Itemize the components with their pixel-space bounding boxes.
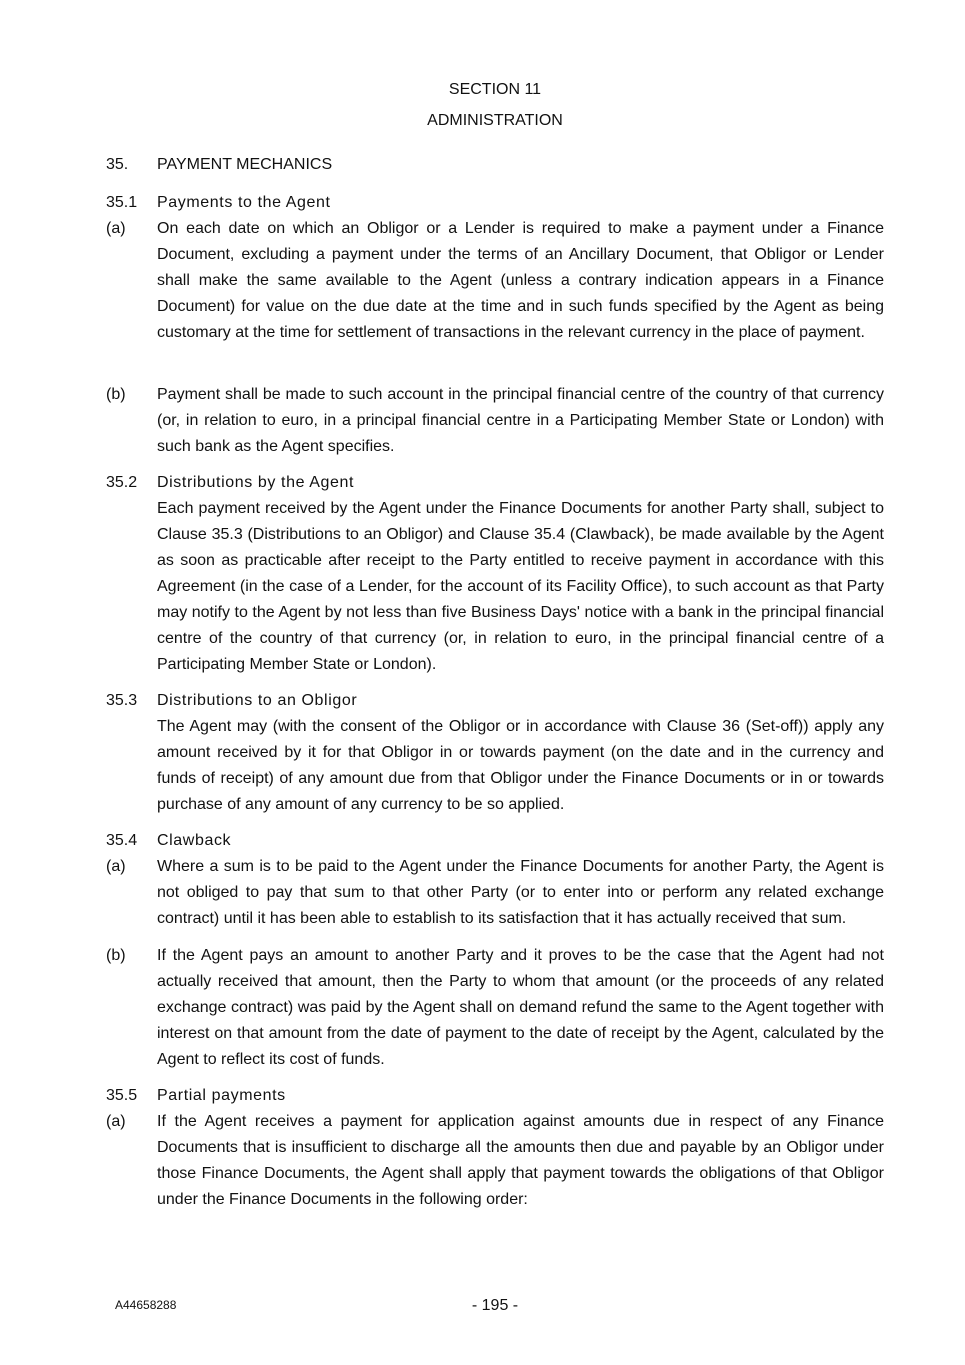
section-number: SECTION 11 [448, 81, 542, 98]
subclause-number: 35.1 [106, 194, 138, 211]
paragraph [106, 216, 884, 346]
subclause-heading: Clawback [157, 832, 232, 849]
paragraph-text: Where a sum is to be paid to the Agent under the Finance Documents for another Party, the Agent is not obliged to pay that sum to that other Party (or to enter into or perform any related exchange contract) until it has been able to establish to its satisfaction that it has actually received that sum. [157, 858, 884, 927]
subclause-35-3 [106, 688, 884, 818]
subclause-35-1 [106, 190, 884, 216]
paragraph-text: Payment shall be made to such account in the principal financial centre of the country of that currency (or, in relation to euro, in a principal financial centre in a Participating Member State or London) with such bank as the Agent specifies. [157, 386, 884, 455]
paragraph-label: (b) [106, 947, 126, 964]
clause-number: 35. [106, 156, 129, 173]
paragraph-text: On each date on which an Obligor or a Lender is required to make a payment under a Finance Document, excluding a payment under the terms of an Ancillary Document, that Obligor or Lender shall make the same available to the Agent (unless a contrary indication appears in a Finance Document) for value on the due date at the time and in such funds specified by the Agent as being customary at the time for settlement of transactions in the relevant currency in the place of payment. [157, 220, 884, 341]
subclause-heading: Partial payments [157, 1087, 286, 1104]
subclause-35-4 [106, 828, 884, 854]
subclause-heading: Distributions by the Agent [157, 474, 355, 491]
subclause-number: 35.2 [106, 474, 138, 491]
clause-title: PAYMENT MECHANICS [157, 156, 333, 173]
paragraph-text: If the Agent receives a payment for application against amounts due in respect of any Finance Documents that is insufficient to discharge all the amounts then due and payable by an Obligor under those Finance Documents, the Agent shall apply that payment towards the obligations of that Obligor under the Finance Documents in the following order: [157, 1113, 884, 1208]
paragraph [106, 854, 884, 932]
subclause-35-5 [106, 1083, 884, 1109]
section-title: ADMINISTRATION [427, 112, 563, 129]
paragraph-text: The Agent may (with the consent of the Obligor or in accordance with Clause 36 (Set-off)) apply any amount received by it for that Obligor in or towards payment (on the date and in the currency and funds of receipt) of any amount due from that Obligor under the Finance Documents or in or towards purchase of any amount of any currency to be so applied. [157, 718, 884, 813]
paragraph [106, 1109, 884, 1213]
subclause-heading: Payments to the Agent [157, 194, 331, 211]
subclause-number: 35.4 [106, 832, 138, 849]
clause-heading [106, 152, 884, 178]
subclause-number: 35.5 [106, 1087, 138, 1104]
paragraph-text: Each payment received by the Agent under the Finance Documents for another Party shall, subject to Clause 35.3 (Distributions to an Obligor) and Clause 35.4 (Clawback), be made available by the Agent as soon as practicable after receipt to the Party entitled to receive payment in accordance with this Agreement (in the case of a Lender, for the account of its Facility Office), to such account as that Party may notify to the Agent by not less than five Business Days' notice with a bank in the principal financial centre of the country of that currency (or, in relation to euro, in the principal financial centre of a Participating Member State or London). [157, 500, 884, 673]
paragraph [106, 382, 884, 460]
paragraph-text: If the Agent pays an amount to another Party and it proves to be the case that the Agent had not actually received that amount, then the Party to whom that amount (or the proceeds of any related exchange contract) was paid by the Agent shall on demand refund the same to the Agent together with interest on that amount from the date of payment to the date of receipt by the Agent, calculated by the Agent to reflect its cost of funds. [157, 947, 884, 1068]
paragraph-label: (b) [106, 386, 126, 403]
paragraph-label: (a) [106, 858, 126, 875]
document-id: A44658288 [115, 1298, 177, 1312]
page-number: - 195 - [471, 1297, 519, 1314]
paragraph [106, 943, 884, 1073]
paragraph-label: (a) [106, 1113, 126, 1130]
subclause-35-2 [106, 470, 884, 678]
paragraph-label: (a) [106, 220, 126, 237]
subclause-number: 35.3 [106, 692, 138, 709]
subclause-heading: Distributions to an Obligor [157, 692, 358, 709]
